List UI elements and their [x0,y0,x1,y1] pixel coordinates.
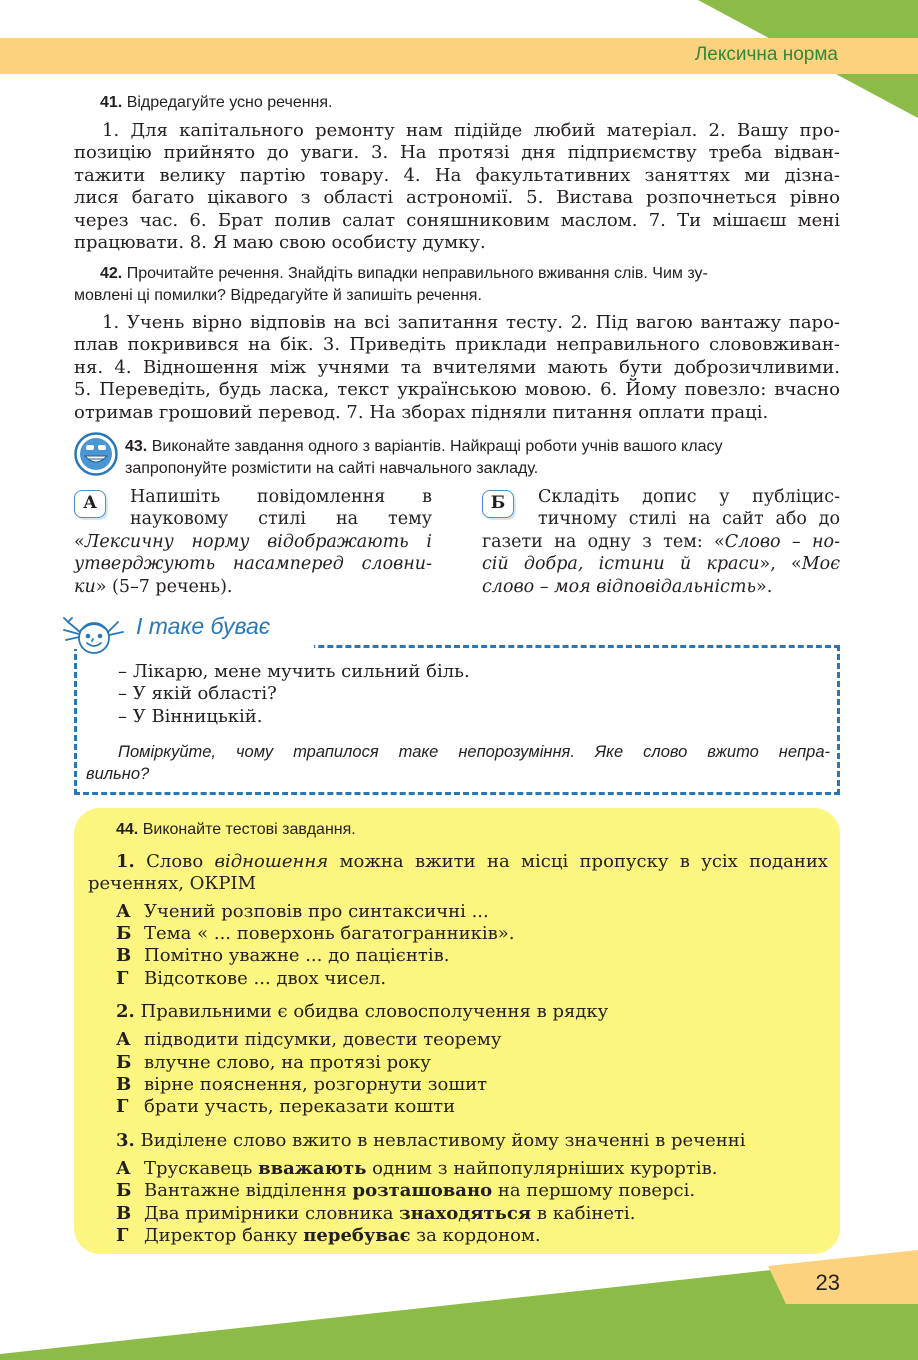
text-line: позицію прийнято до уваги. 3. На протязі дня підприємству треба відван- [74,142,840,164]
text-line [482,531,840,553]
question-1 [88,851,828,896]
option-text: на першому поверсі. [492,1180,696,1201]
variant-b-badge: Б [482,490,514,518]
text-line [74,531,432,553]
topic-text: сій добра, істини й краси [482,554,760,575]
option-letter: Г [116,1225,129,1246]
question-text: Правильними є обидва словосполучення в рядку [140,1001,609,1022]
text-line [482,576,840,598]
text-fragment: ». [755,576,773,597]
option-text: одним з найпопулярніших курортів. [366,1158,718,1179]
text-fragment: газети на одну з тем: « [482,531,725,552]
quote-mark: « [74,531,85,552]
dialog-line: – У якій області? [118,683,277,704]
humor-section-title: І таке буває [136,613,271,639]
text-line: працювати. 8. Я маю свою особисту думку. [74,232,486,254]
option-text: в кабінеті. [531,1203,636,1224]
task-instruction: Виконайте тестові завдання. [142,821,356,838]
question-2 [116,1001,856,1023]
task-instruction: Відредагуйте усно речення. [126,94,333,111]
question-text: Виділене слово вжито в невластивому йому значенні в реченні [140,1130,746,1151]
text-fragment: можна вжити на місці пропуску в усіх поданих [328,851,828,872]
task-42-sentences [74,312,840,424]
option-text: підводити підсумки, довести теорему [144,1029,502,1050]
variant-b-text [482,486,840,598]
text-line: через час. 6. Брат полив салат соняшниковим маслом. 7. Ти мішаєш мені [74,209,840,231]
answer-option[interactable] [116,1074,487,1096]
task-41-sentences [74,120,840,254]
task-42-heading [74,263,842,307]
option-text: вірне пояснення, розгорнути зошит [144,1074,488,1095]
text-line: плав покривився на бік. 3. Приведіть приклади неправильного слововживан- [74,334,840,356]
task-instruction-line: Прочитайте речення. Знайдіть випадки неправильного вживання слів. Чим зу- [126,265,708,282]
answer-option[interactable] [116,923,514,945]
topic-text: Моє [801,554,840,575]
variant-a-text [74,486,432,598]
option-letter: А [116,1158,131,1179]
task-instruction-line: мовлені ці помилки? Відредагуйте й запишіть речення. [74,287,482,304]
topic-text: утверджують насамперед словни- [74,554,432,575]
task-41-heading [100,92,842,114]
text-line: отримав грошовий перевод. 7. На зборах підняли питання оплати праці. [74,401,769,423]
option-text: Директор банку [144,1225,304,1246]
task-number: 44. [116,821,139,838]
task-number: 43. [125,438,148,455]
text-line: Напишіть повідомлення в [130,487,432,507]
answer-option[interactable] [116,945,449,967]
option-letter: Г [116,1096,129,1117]
option-text: Вантажне відділення [144,1180,353,1201]
answer-option[interactable] [116,1225,541,1247]
answer-option[interactable] [116,901,489,923]
option-text: Тема « ... поверхонь багатогранників». [144,923,515,944]
footer-decoration [0,1246,918,1360]
option-text: Два примірники словника [144,1203,400,1224]
section-header-title: Лексична норма [694,44,838,65]
question-number: 2. [116,1001,135,1022]
option-text: Учений розповів про синтаксичні ... [144,901,489,922]
topic-text: ки [74,576,96,597]
text-line: науковому стилі на тему [130,509,432,530]
text-line: 5. Переведіть, будь ласка, текст українською мовою. 6. Йому повезло: вчасно [74,379,840,401]
answer-option[interactable] [116,1180,695,1202]
text-line: 1. Для капітального ремонту нам підійде любий матеріал. 2. Вашу про- [102,120,840,141]
highlighted-word: розташовано [352,1180,493,1201]
option-letter: Б [116,1180,132,1201]
text-fragment: », « [759,554,802,575]
option-text: влучне слово, на протязі року [144,1052,431,1073]
option-letter: В [116,1074,132,1095]
text-fragment: Слово [146,851,215,872]
text-line: тажити велику партію товару. 4. На факультативних заняттях ми дізна- [74,164,840,186]
option-letter: В [116,945,132,966]
option-letter: Б [116,923,132,944]
option-letter: В [116,1203,132,1224]
humor-question [86,741,830,785]
text-line: реченнях, ОКРІМ [88,873,257,895]
question-number: 3. [116,1130,135,1151]
option-letter: А [116,1029,131,1050]
highlighted-word: перебуває [303,1225,411,1246]
text-line: вильно? [86,765,150,783]
text-line [482,553,840,575]
topic-text: слово – моя відповідальність [482,576,756,597]
option-text: за кордоном. [410,1225,541,1246]
answer-option[interactable] [116,968,386,990]
answer-option[interactable] [116,1203,635,1225]
text-line: 1. Учень вірно відповів на всі запитання тесту. 2. Під вагою вантажу паро- [102,312,840,333]
answer-option[interactable] [116,1158,717,1180]
dialog-line: – Лікарю, мене мучить сильний біль. [118,661,470,682]
option-letter: Б [116,1052,132,1073]
page-number: 23 [815,1270,840,1295]
text-line: Складіть допис у публіцис- [538,487,840,507]
text-fragment: » (5–7 речень). [95,576,233,597]
highlighted-word: знаходяться [399,1203,532,1224]
text-line: Поміркуйте, чому трапилося таке непорозуміння. Яке слово вжито непра- [118,743,830,761]
option-text: Відсоткове ... двох чисел. [144,968,387,989]
dialog-line: – У Вінницькій. [118,706,263,727]
topic-text: Слово – но- [724,531,840,552]
option-text: Трускавець [144,1158,259,1179]
option-letter: Г [116,968,129,989]
girl-face-icon [60,612,126,662]
task-instruction-line: Виконайте завдання одного з варіантів. Найкращі роботи учнів вашого класу [151,438,723,455]
text-line: тичному стилі на сайт або до [538,509,840,530]
task-44-heading [116,819,858,841]
task-instruction-line: запропонуйте розмістити на сайті навчального закладу. [125,460,539,477]
task-43-heading [125,436,841,480]
option-text: Помітно уважне ... до пацієнтів. [144,945,450,966]
topic-text: Лексичну норму відображають і [84,531,432,552]
option-letter: А [116,901,131,922]
question-3 [116,1130,856,1152]
task-number: 42. [100,265,123,282]
option-text: брати участь, переказати кошти [144,1096,456,1117]
text-line [74,553,432,575]
variant-a-badge: А [74,490,106,518]
smiley-icon [74,432,118,476]
text-line [74,576,432,598]
answer-option[interactable] [116,1029,501,1051]
answer-option[interactable] [116,1096,455,1118]
text-line: ня. 4. Відношення між учнями та вчителями мають бути доброзичливими. [74,356,840,378]
task-number: 41. [100,94,123,111]
text-line: лися багато цікавого з області астрономії. 5. Вистава розпочнеться рівно [74,187,840,209]
question-number: 1. [116,851,135,872]
key-word: відношення [214,851,329,872]
answer-option[interactable] [116,1052,431,1074]
highlighted-word: вважають [258,1158,367,1179]
